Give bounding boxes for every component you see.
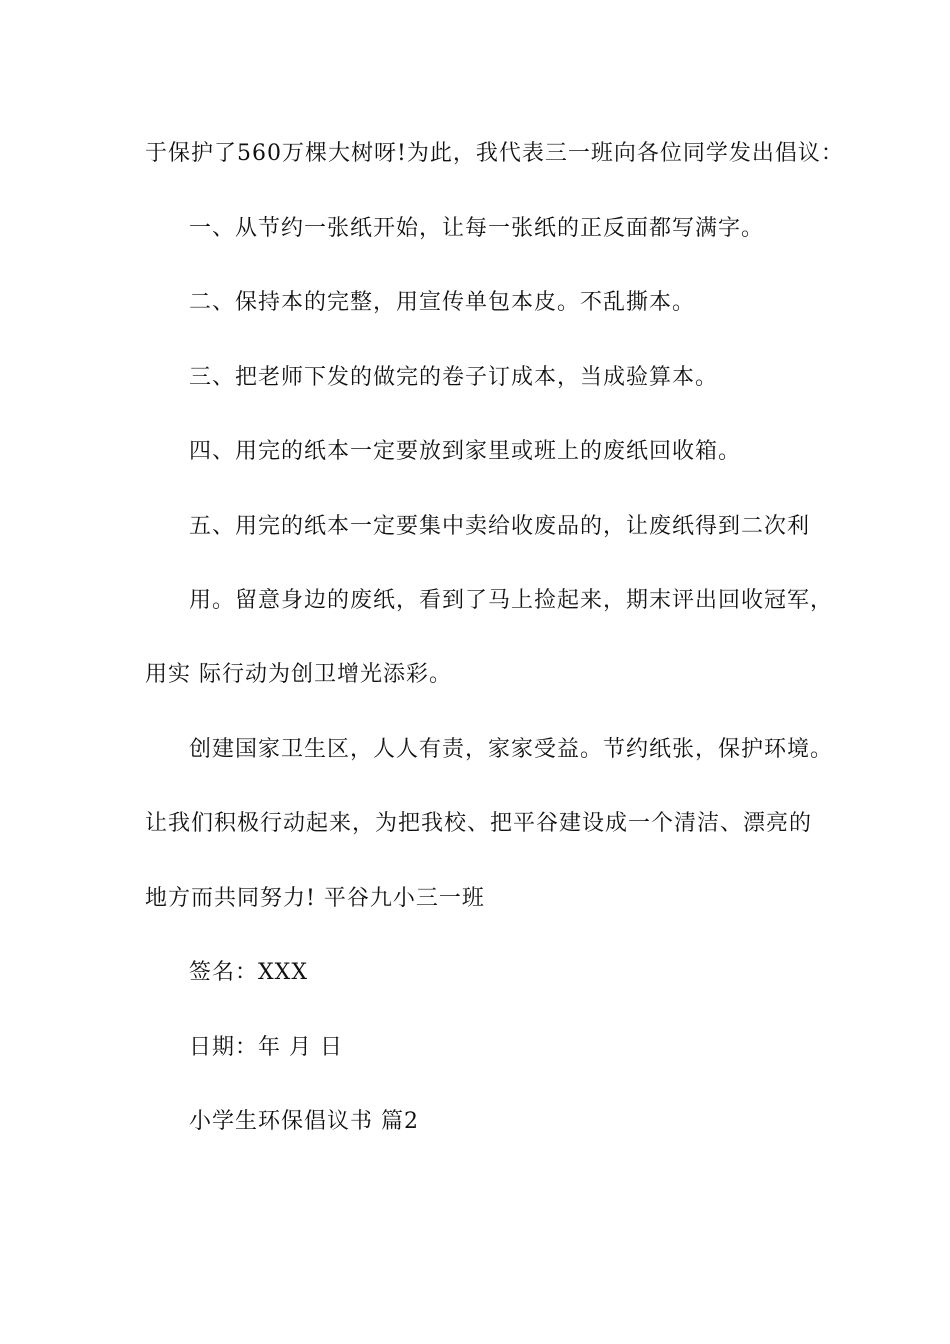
signature-line: 签名：XXX [189, 960, 308, 985]
paragraph-line: 用。留意身边的废纸，看到了马上捡起来，期末评出回收冠军， [189, 588, 834, 613]
date-line: 日期：年 月 日 [189, 1035, 343, 1060]
proposal-item-3: 三、把老师下发的做完的卷子订成本，当成验算本。 [189, 365, 719, 390]
paragraph-line: 于保护了560万棵大树呀!为此，我代表三一班向各位同学发出倡议： [145, 141, 844, 166]
paragraph-line: 创建国家卫生区，人人有责，家家受益。节约纸张，保护环境。 [189, 737, 834, 762]
paragraph-line: 让我们积极行动起来，为把我校、把平谷建设成一个清洁、漂亮的 [145, 811, 813, 836]
proposal-item-2: 二、保持本的完整，用宣传单包本皮。不乱撕本。 [189, 290, 696, 315]
section-heading: 小学生环保倡议书 篇2 [189, 1109, 419, 1134]
paragraph-line: 用实 际行动为创卫增光添彩。 [145, 662, 452, 687]
proposal-item-5: 五、用完的纸本一定要集中卖给收废品的，让废纸得到二次利 [189, 514, 811, 539]
proposal-item-1: 一、从节约一张纸开始，让每一张纸的正反面都写满字。 [189, 216, 765, 241]
paragraph-line: 地方而共同努力! 平谷九小三一班 [145, 886, 485, 911]
proposal-item-4: 四、用完的纸本一定要放到家里或班上的废纸回收箱。 [189, 439, 742, 464]
